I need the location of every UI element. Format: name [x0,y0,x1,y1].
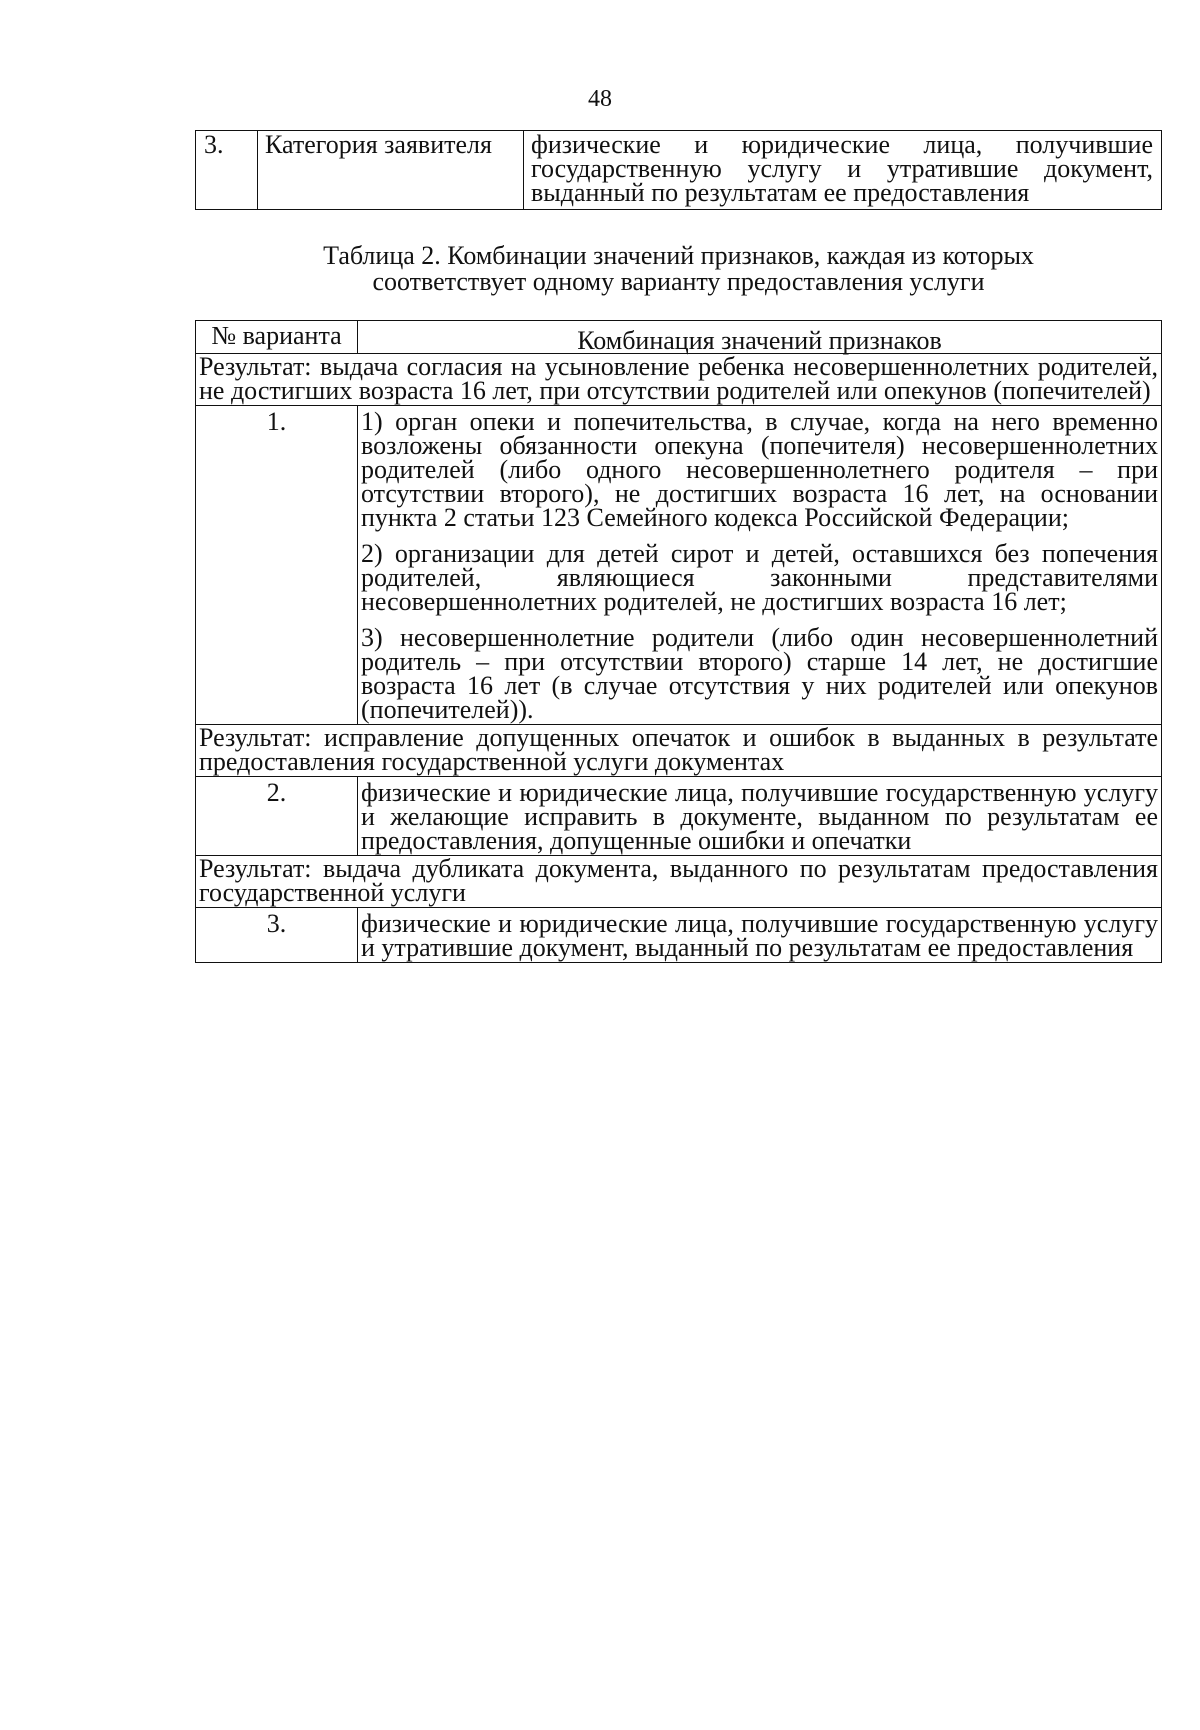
variant-criteria [358,908,1162,963]
result-text: Результат: исправление допущенных опечаток и ошибок в выданных в результате предоставления государственной услуги документах [196,725,1162,777]
criteria-item: физические и юридические лица, получившие государственную услугу и желающие исправить в документе, выданном по результатам ее предоставления, допущенные ошибки и опечатки [361,778,1158,855]
criteria-item: 1) орган опеки и попечительства, в случае, когда на него временно возложены обязанности опекуна (попечителя) несовершеннолетних родителей (либо одного несовершеннолетнего родителя – при отсутствии второго), не достигших возраста 16 лет, на основании пункта 2 статьи 123 Семейного кодекса Российской Федерации; [361,407,1158,532]
variant-number: 2. [196,777,358,856]
result-text: Результат: выдача согласия на усыновление ребенка несовершеннолетних родителей, не достигших возраста 16 лет, при отсутствии родителей или опекунов (попечителей) [196,354,1162,406]
header-row [196,321,1162,354]
result-row [196,354,1162,406]
criteria-item: 3) несовершеннолетние родители (либо один несовершеннолетний родитель – при отсутствии второго) старше 14 лет, не достигшие возраста 16 лет (в случае отсутствия у них родителей или опекунов (попечителей)). [361,623,1158,724]
result-text: Результат: выдача дубликата документа, выданного по результатам предоставления государственной услуги [196,856,1162,908]
table-row [196,908,1162,963]
criteria-item: физические и юридические лица, получившие государственную услугу и утратившие документ, выданный по результатам ее предоставления [361,909,1158,962]
caption-line-1: Таблица 2. Комбинации значений признаков, каждая из которых [323,241,1034,270]
header-combination: Комбинация значений признаков [358,321,1162,354]
result-row [196,856,1162,908]
row-number: 3. [196,131,258,210]
page-number: 48 [588,86,612,112]
variant-number: 3. [196,908,358,963]
caption-line-2: соответствует одному варианту предоставления услуги [372,267,985,296]
applicant-category-table [195,130,1162,210]
row-label: Категория заявителя [258,131,524,210]
variant-number: 1. [196,406,358,725]
criteria-item: 2) организации для детей сирот и детей, оставшихся без попечения родителей, являющиеся законными представителями несовершеннолетних родителей, не достигших возраста 16 лет; [361,539,1158,616]
variants-table [195,320,1162,963]
row-value: физические и юридические лица, получившие государственную услугу и утратившие документ, выданный по результатам ее предоставления [524,131,1162,210]
table-row [196,406,1162,725]
table-row [196,777,1162,856]
table-caption [195,243,1162,295]
header-variant-number: № варианта [196,321,358,354]
variant-criteria [358,777,1162,856]
variant-criteria [358,406,1162,725]
table-row [196,131,1162,210]
result-row [196,725,1162,777]
